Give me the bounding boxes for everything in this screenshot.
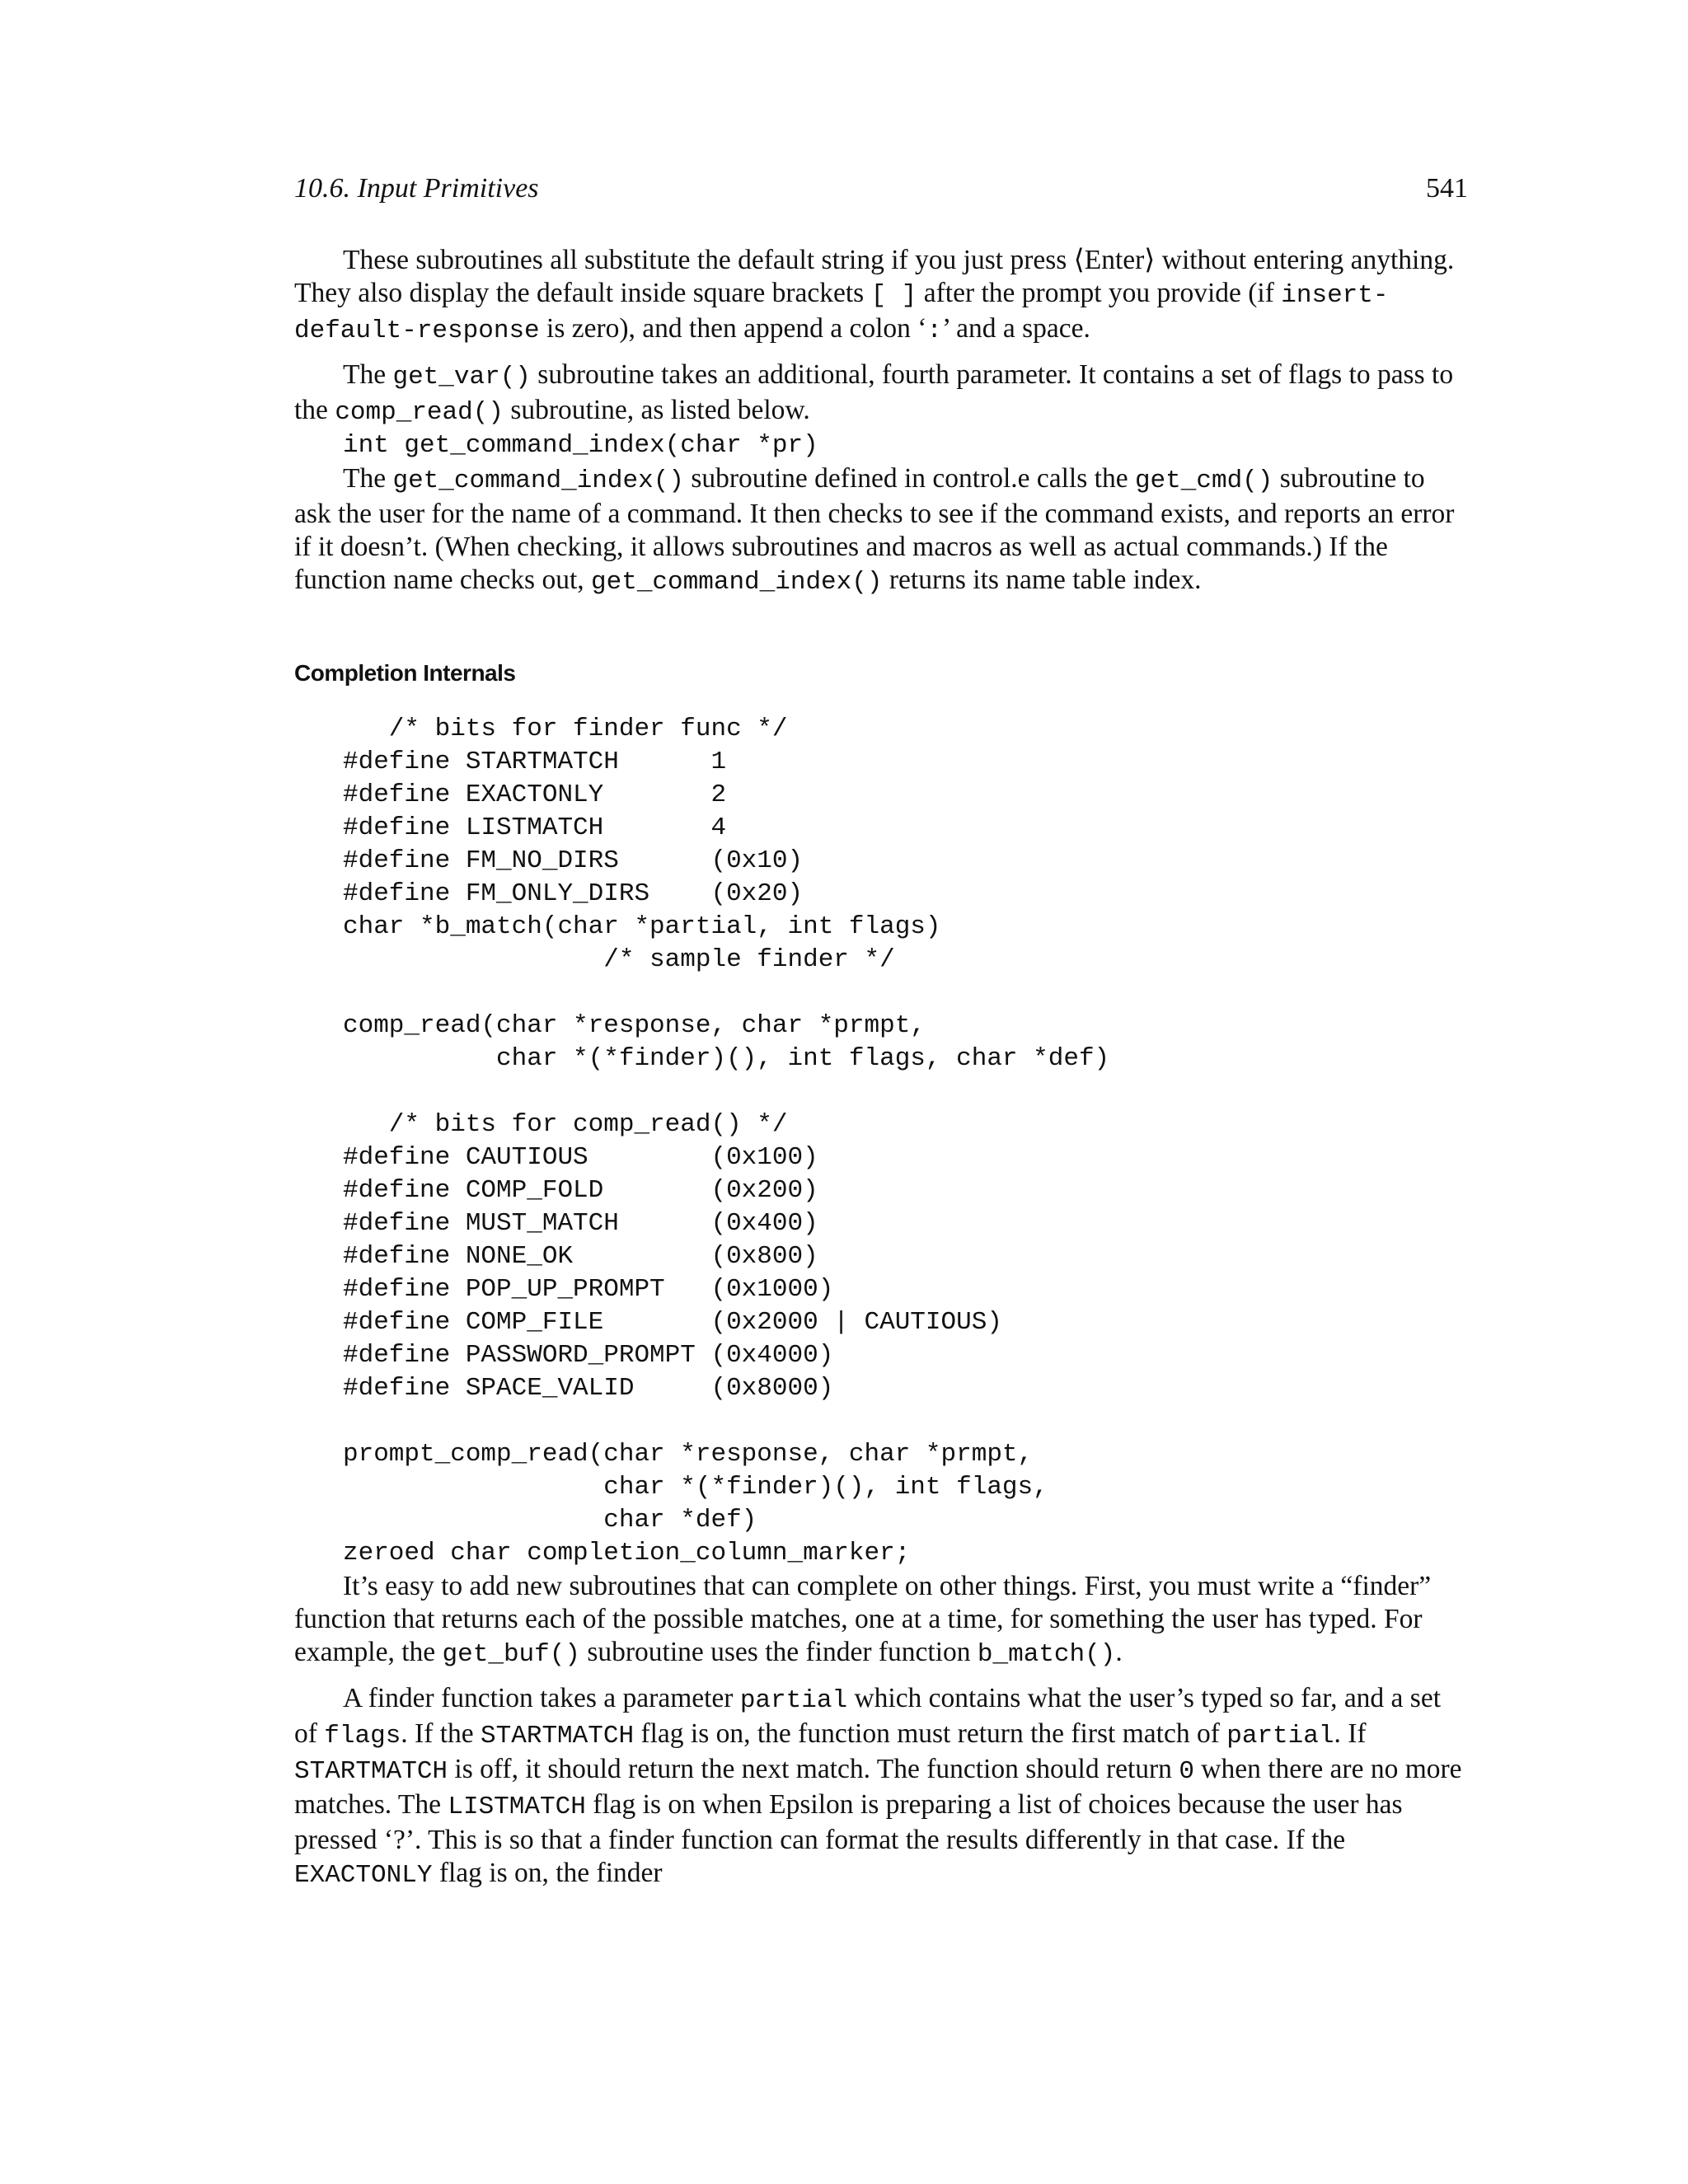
code-blank-line: [343, 1076, 1468, 1108]
code-line: #define COMP_FILE (0x2000 | CAUTIOUS): [343, 1308, 1002, 1337]
code-line: prompt_comp_read(char *response, char *prmpt,: [343, 1440, 1034, 1469]
page-body: [294, 244, 1468, 1892]
inline-code: get_buf(): [442, 1640, 580, 1669]
code-line: #define MUST_MATCH (0x400): [343, 1209, 818, 1238]
function-signature: int get_command_index(char *pr): [343, 431, 818, 460]
code-blank-line: [343, 977, 1468, 1010]
inline-code: STARTMATCH: [481, 1722, 635, 1750]
inline-code: get_cmd(): [1134, 466, 1273, 495]
code-line: char *b_match(char *partial, int flags): [343, 912, 941, 941]
inline-code: get_command_index(): [392, 466, 684, 495]
inline-code: LISTMATCH: [448, 1793, 586, 1821]
paragraph-default-string: These subroutines all substitute the default string if you just press ⟨Enter⟩ without entering anything. They also display the default inside square brackets [ ] after the prompt you provide (if insert-default-response is zero), and then append a colon ‘:’ and a space.: [294, 245, 1455, 345]
inline-code: get_command_index(): [591, 568, 883, 597]
code-blank-line: [343, 1405, 1468, 1438]
inline-code: insert-default-response: [294, 281, 1389, 345]
code-line: zeroed char completion_column_marker;: [343, 1539, 911, 1568]
code-line: char *def): [343, 1506, 757, 1535]
code-line: #define FM_ONLY_DIRS (0x20): [343, 879, 804, 908]
code-line: /* bits for finder func */: [343, 715, 788, 743]
running-header: [294, 169, 1468, 209]
code-line: #define COMP_FOLD (0x200): [343, 1176, 818, 1205]
inline-code: flags: [324, 1722, 401, 1750]
code-line: #define PASSWORD_PROMPT (0x4000): [343, 1341, 834, 1370]
code-line: #define NONE_OK (0x800): [343, 1242, 818, 1271]
code-line: comp_read(char *response, char *prmpt,: [343, 1011, 926, 1040]
code-line: /* sample finder */: [343, 945, 895, 974]
code-line: #define CAUTIOUS (0x100): [343, 1143, 818, 1172]
code-line: #define LISTMATCH 4: [343, 813, 727, 842]
code-line: /* bits for comp_read() */: [343, 1110, 788, 1139]
code-line: char *(*finder)(), int flags,: [343, 1473, 1048, 1502]
paragraph-finder-flags: A finder function takes a parameter partial which contains what the user’s typed so far, and a set of flags. If the STARTMATCH flag is on, the function must return the first match of partial. If STARTMATCH is off, it should return the next match. The function should return 0 when there are no more matches. The LISTMATCH flag is on when Epsilon is preparing a list of choices because the user has pressed ‘?’. This is so that a finder function can format the results differently in that case. If the EXACTONLY flag is on, the finder: [294, 1683, 1462, 1890]
inline-code: :: [926, 316, 943, 345]
inline-code: comp_read(): [335, 398, 504, 427]
inline-code: 0: [1179, 1757, 1194, 1786]
page-number: 541: [1426, 173, 1468, 204]
paragraph-get-command-index: The get_command_index() subroutine defined in control.e calls the get_cmd() subroutine to ask the user for the name of a command. It then checks to see if the command exists, and reports an error if it doesn’t. (When checking, it allows subroutines and macros as well as actual commands.) If the function name checks out, get_command_index() returns its name table index.: [294, 463, 1455, 597]
code-block: [343, 713, 1468, 1570]
inline-code: EXACTONLY: [294, 1861, 433, 1890]
code-line: char *(*finder)(), int flags, char *def): [343, 1044, 1110, 1073]
code-line: #define SPACE_VALID (0x8000): [343, 1374, 834, 1403]
code-line: #define POP_UP_PROMPT (0x1000): [343, 1275, 834, 1304]
paragraph-get-var: The get_var() subroutine takes an additional, fourth parameter. It contains a set of flags to pass to the comp_read() subroutine, as listed below.: [294, 359, 1454, 427]
inline-code: partial: [739, 1686, 848, 1715]
code-line: #define EXACTONLY 2: [343, 780, 727, 809]
code-line: #define FM_NO_DIRS (0x10): [343, 846, 804, 875]
inline-code: b_match(): [977, 1640, 1116, 1669]
inline-code: partial: [1226, 1722, 1334, 1750]
inline-code: [ ]: [870, 281, 917, 310]
inline-code: STARTMATCH: [294, 1757, 448, 1786]
paragraph-finder-function: It’s easy to add new subroutines that can complete on other things. First, you must write a “finder” function that returns each of the possible matches, one at a time, for something the user has typed. For example, the get_buf() subroutine uses the finder function b_match().: [294, 1571, 1432, 1669]
section-title: 10.6. Input Primitives: [294, 173, 539, 204]
inline-code: get_var(): [392, 363, 531, 391]
code-line: #define STARTMATCH 1: [343, 748, 727, 776]
subsection-heading: Completion Internals: [294, 660, 516, 686]
